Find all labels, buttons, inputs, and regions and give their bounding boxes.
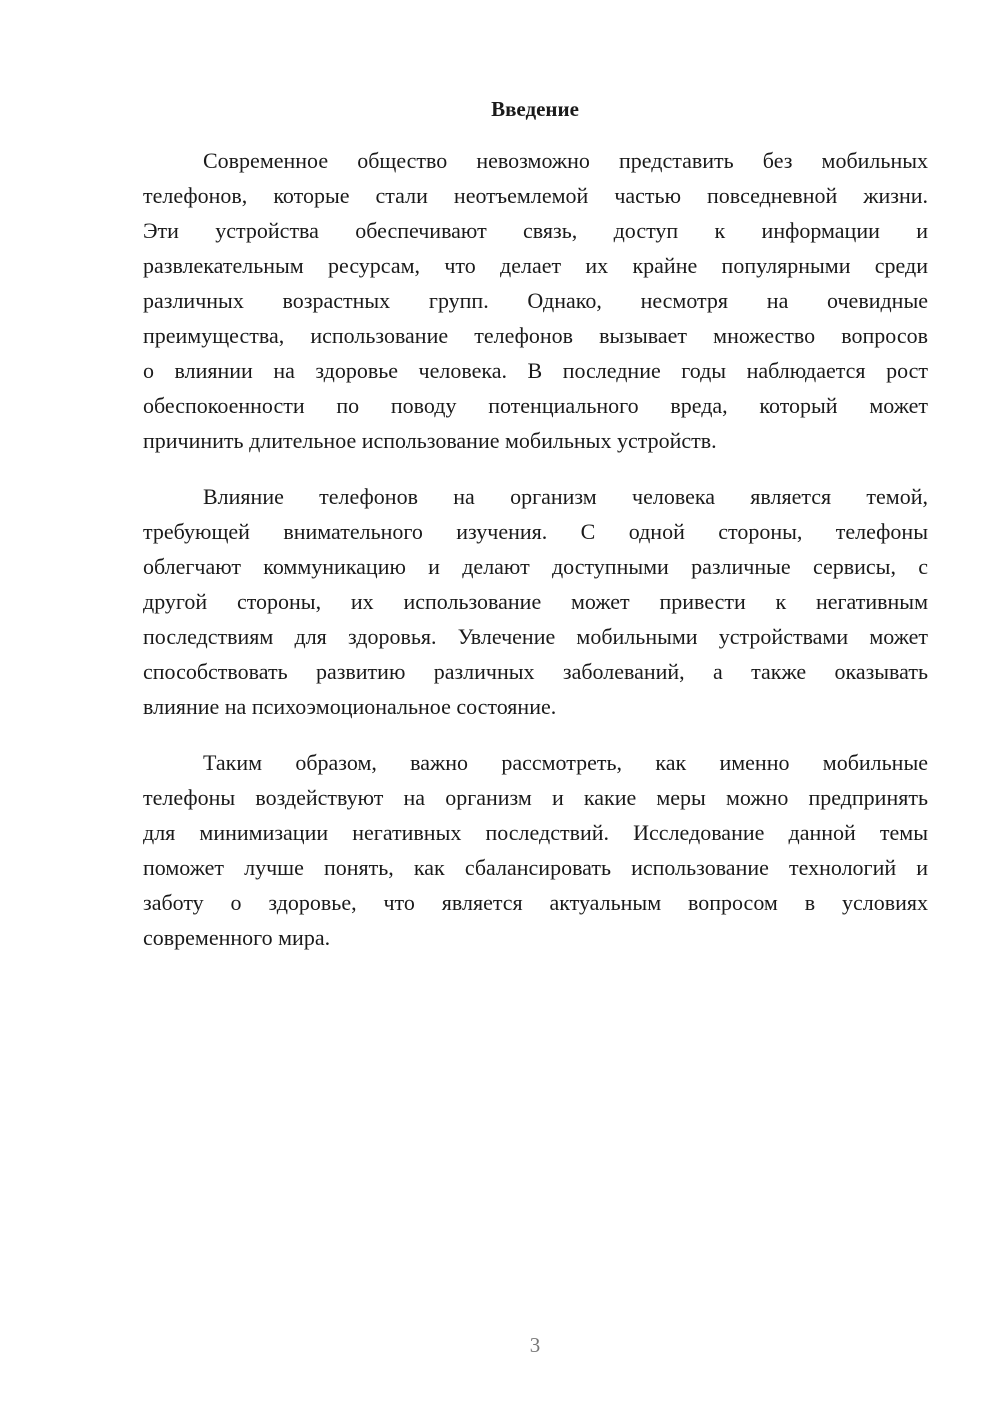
text-line: Современное общество невозможно представить без мобильных <box>203 148 928 173</box>
text-line: различных возрастных групп. Однако, несмотря на очевидные <box>143 288 928 313</box>
text-line: современного мира. <box>143 925 331 950</box>
text-line: облегчают коммуникацию и делают доступными различные сервисы, с <box>143 554 928 579</box>
document-body <box>143 143 928 976</box>
text-line: поможет лучше понять, как сбалансировать использование технологий и <box>143 855 928 880</box>
text-line: требующей внимательного изучения. С одной стороны, телефоны <box>143 519 928 544</box>
text-line: Эти устройства обеспечивают связь, доступ к информации и <box>143 218 928 243</box>
paragraph <box>143 479 928 724</box>
text-line: заботу о здоровье, что является актуальным вопросом в условиях <box>143 890 928 915</box>
section-title: Введение <box>491 97 579 121</box>
text-line: причинить длительное использование мобильных устройств. <box>143 428 717 453</box>
text-line: способствовать развитию различных заболеваний, а также оказывать <box>143 659 928 684</box>
text-line: для минимизации негативных последствий. Исследование данной темы <box>143 820 928 845</box>
page-number: 3 <box>529 1333 541 1357</box>
text-line: телефонов, которые стали неотъемлемой частью повседневной жизни. <box>143 183 928 208</box>
text-line: другой стороны, их использование может привести к негативным <box>143 589 928 614</box>
text-line: телефоны воздействуют на организм и какие меры можно предпринять <box>143 785 928 810</box>
text-line: развлекательным ресурсам, что делает их крайне популярными среди <box>143 253 928 278</box>
paragraph <box>143 143 928 458</box>
text-line: о влиянии на здоровье человека. В последние годы наблюдается рост <box>143 358 928 383</box>
text-line: влияние на психоэмоциональное состояние. <box>143 694 557 719</box>
text-line: преимущества, использование телефонов вызывает множество вопросов <box>143 323 928 348</box>
text-line: Таким образом, важно рассмотреть, как именно мобильные <box>203 750 928 775</box>
paragraph <box>143 745 928 955</box>
text-line: Влияние телефонов на организм человека является темой, <box>203 484 928 509</box>
text-line: последствиям для здоровья. Увлечение мобильными устройствами может <box>143 624 928 649</box>
text-line: обеспокоенности по поводу потенциального вреда, который может <box>143 393 928 418</box>
